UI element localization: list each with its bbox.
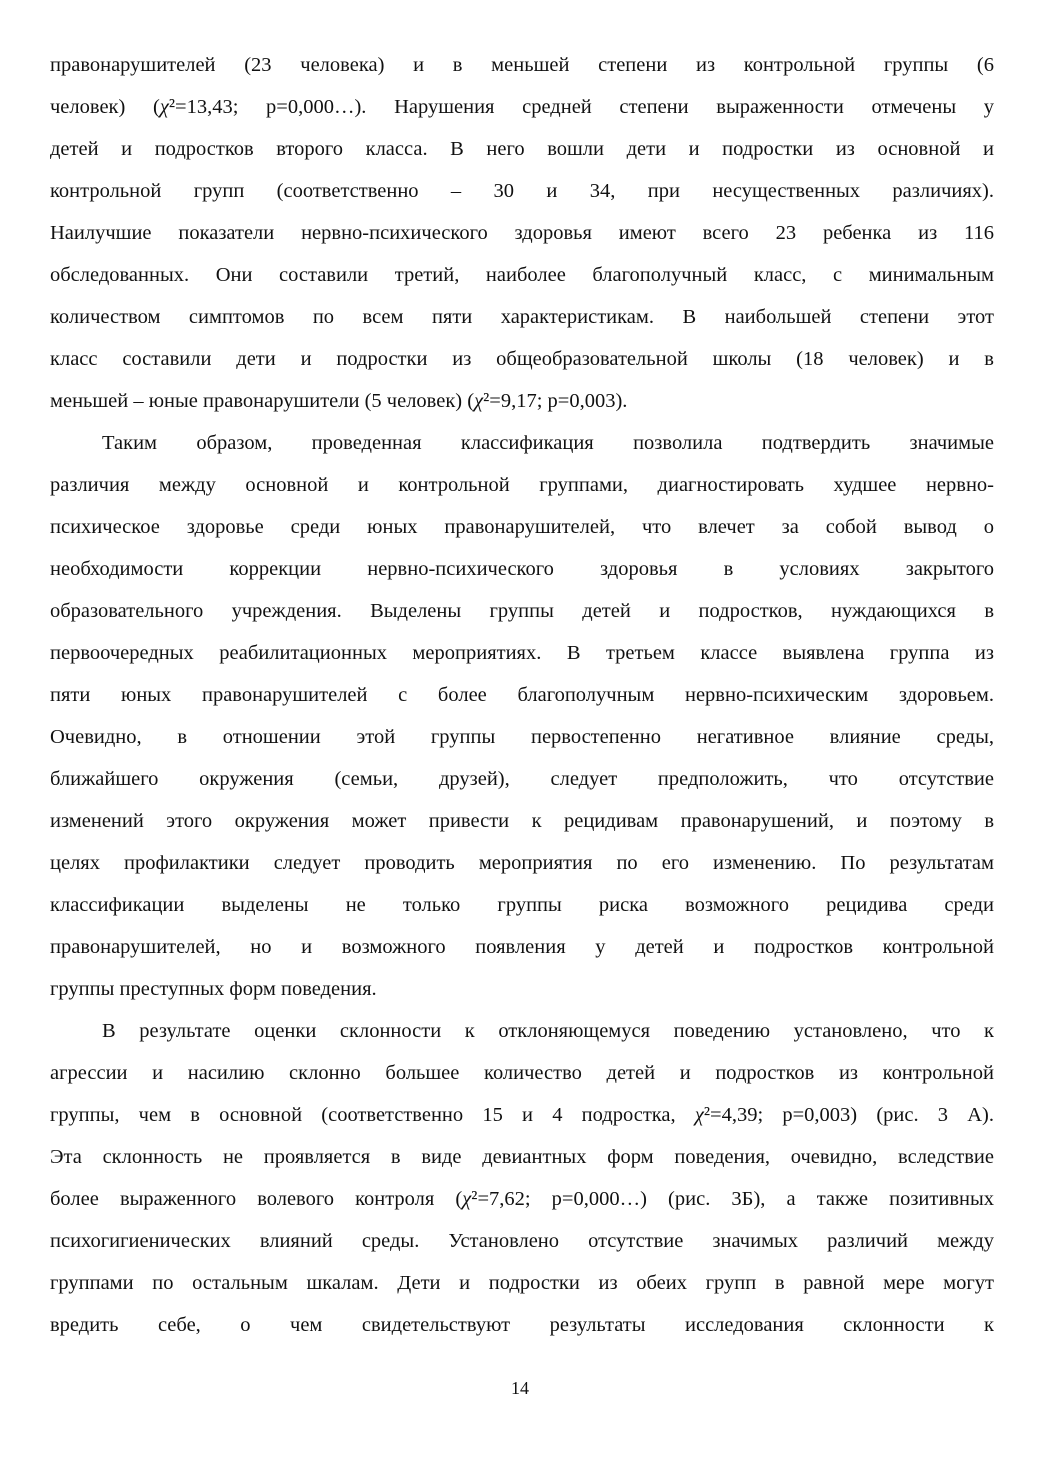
text-line: обследованных. Они составили третий, наиболее благополучный класс, с минимальным: [50, 264, 994, 286]
text-line: группами по остальным шкалам. Дети и подростки из обеих групп в равной мере могут: [50, 1272, 994, 1294]
text-line: первоочередных реабилитационных мероприятиях. В третьем классе выявлена группа из: [50, 642, 994, 664]
text-line: класс составили дети и подростки из общеобразовательной школы (18 человек) и в: [50, 348, 994, 370]
chi-symbol: χ: [159, 96, 169, 118]
text-line: ближайшего окружения (семьи, друзей), следует предположить, что отсутствие: [50, 768, 994, 790]
text-line: Наилучшие показатели нервно-психического здоровья имеют всего 23 ребенка из 116: [50, 222, 994, 244]
text-line: группы преступных форм поведения.: [50, 978, 377, 1000]
paragraph-2: [50, 422, 994, 1010]
text-line: детей и подростков второго класса. В него вошли дети и подростки из основной и: [50, 138, 994, 160]
text-line: правонарушителей (23 человека) и в меньшей степени из контрольной группы (6: [50, 54, 994, 76]
text-line: Эта склонность не проявляется в виде девиантных форм поведения, очевидно, вследствие: [50, 1146, 994, 1168]
text-line: изменений этого окружения может привести к рецидивам правонарушений, и поэтому в: [50, 810, 994, 832]
paragraph-1: [50, 44, 994, 422]
text-line: контрольной групп (соответственно – 30 и 34, при несущественных различиях).: [50, 180, 994, 202]
chi-symbol: χ: [474, 390, 484, 412]
text-line: различия между основной и контрольной группами, диагностировать худшее нервно-: [50, 474, 994, 496]
text-line: меньшей – юные правонарушители (5 человек) (χ²=9,17; p=0,003).: [50, 390, 628, 412]
text-line: психогигиенических влияний среды. Установлено отсутствие значимых различий между: [50, 1230, 994, 1252]
text-line: агрессии и насилию склонно большее количество детей и подростков из контрольной: [50, 1062, 994, 1084]
text-line: классификации выделены не только группы риска возможного рецидива среди: [50, 894, 994, 916]
text-line: психическое здоровье среди юных правонарушителей, что влечет за собой вывод о: [50, 516, 994, 538]
page-number: 14: [511, 1378, 529, 1398]
text-line: Очевидно, в отношении этой группы первостепенно негативное влияние среды,: [50, 726, 994, 748]
text-line: необходимости коррекции нервно-психического здоровья в условиях закрытого: [50, 558, 994, 580]
text-line: правонарушителей, но и возможного появления у детей и подростков контрольной: [50, 936, 994, 958]
chi-symbol: χ: [694, 1104, 704, 1126]
text-line: количеством симптомов по всем пяти характеристикам. В наибольшей степени этот: [50, 306, 994, 328]
text-line: пяти юных правонарушителей с более благополучным нервно-психическим здоровьем.: [50, 684, 994, 706]
text-line: более выраженного волевого контроля (χ²=7,62; p=0,000…) (рис. 3Б), а также позитивных: [50, 1188, 994, 1210]
text-line: группы, чем в основной (соответственно 15 и 4 подростка, χ²=4,39; p=0,003) (рис. 3 А).: [50, 1104, 994, 1126]
paragraph-3: [50, 1010, 994, 1346]
text-line: целях профилактики следует проводить мероприятия по его изменению. По результатам: [50, 852, 994, 874]
chi-symbol: χ: [462, 1188, 472, 1210]
text-line: человек) (χ²=13,43; p=0,000…). Нарушения средней степени выраженности отмечены у: [50, 96, 994, 118]
text-line: образовательного учреждения. Выделены группы детей и подростков, нуждающихся в: [50, 600, 994, 622]
text-line: Таким образом, проведенная классификация позволила подтвердить значимые: [102, 432, 994, 454]
text-line: вредить себе, о чем свидетельствуют результаты исследования склонности к: [50, 1314, 994, 1336]
document-page: [50, 44, 994, 1346]
text-line: В результате оценки склонности к отклоняющемуся поведению установлено, что к: [102, 1020, 994, 1042]
